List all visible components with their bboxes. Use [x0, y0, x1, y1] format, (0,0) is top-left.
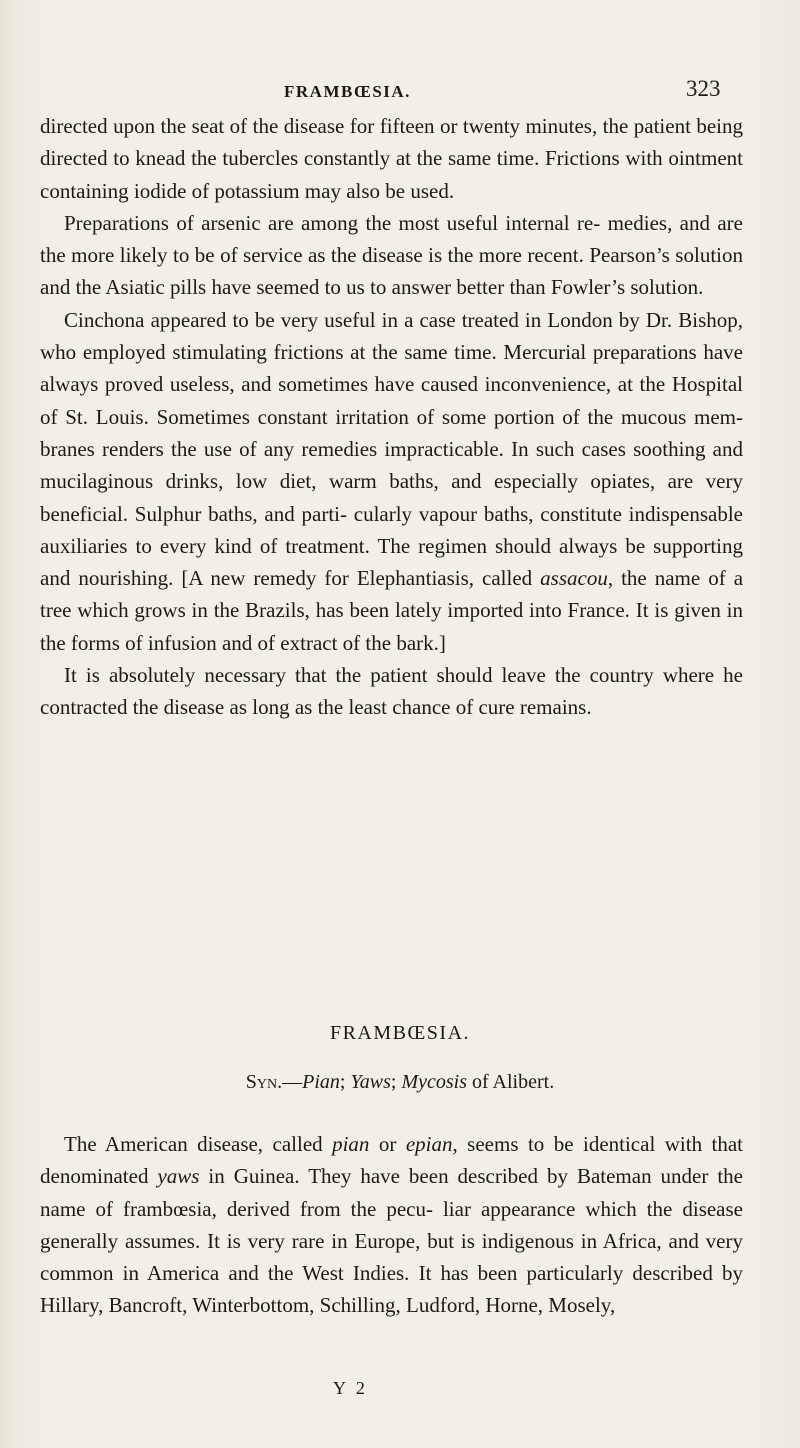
term-epian: epian — [405, 1132, 453, 1156]
bracket-note-italic: assacou — [540, 566, 608, 591]
synonym-label: Syn. — [245, 1071, 283, 1093]
page-number: 323 — [686, 76, 721, 101]
paragraph-country: It is absolutely necessary that the patient should leave the country where he contracted the disease as long as the least chance of cure remains. — [40, 663, 743, 720]
bracket-note-after: , the name of a tree which grows in the Brazils, has been lately imported into France. It is given in the forms of infusion and of extract of the bark.] — [40, 566, 744, 655]
term-yaws: yaws — [157, 1164, 200, 1189]
signature-mark: Y 2 — [333, 1378, 368, 1398]
synonym-separator-2: ; — [390, 1071, 402, 1093]
paragraph-american-disease — [40, 1128, 743, 1322]
synonym-mycosis: Mycosis — [401, 1071, 467, 1093]
paragraph-cinchona-text: Cinchona appeared to be very useful in a case treated in London by Dr. Bishop, who employed stimulating frictions at the same time. Mercurial preparations have always proved useless, and sometimes have caused inconvenience, at the Hospital of St. Louis. Sometimes constant irritation of some portion of the mucous mem- branes renders the use of any remedies impracticable. In such cases soothing and mucilaginous drinks, low diet, warm baths, and especially opiates, are very beneficial. Sulphur baths, and parti- cularly vapour baths, constitute indispensable auxiliaries to every kind of treatment. The regimen should always be supporting and nourishing. — [40, 307, 743, 591]
text-part-4: in Guinea. They have been described by Bateman under the name of frambœsia, derived from the pecu- liar appearance which the disease generally assumes. It is very rare in Europe, but is indigenous in Africa, and very common in America and the West Indies. It has been particularly described by Hillary, Bancroft, Winterbottom, Schilling, Ludford, Horne, Mosely, — [40, 1164, 743, 1318]
bracket-note-before: [A new remedy for Elephantiasis, called — [181, 566, 541, 591]
frambœsia-text — [40, 1128, 743, 1322]
section-title: FRAMBŒSIA. — [329, 1022, 471, 1044]
text-part-2: or — [369, 1132, 406, 1156]
synonym-pian: Pian — [302, 1071, 340, 1093]
text-part-1: The American disease, called — [64, 1132, 333, 1156]
synonym-dash: — — [282, 1071, 303, 1093]
treatment-text — [40, 110, 743, 724]
synonym-yaws: Yaws — [350, 1071, 391, 1093]
running-head: FRAMBŒSIA. — [284, 82, 411, 101]
paragraph-cinchona — [40, 304, 743, 659]
synonym-line — [0, 1071, 800, 1094]
paragraph-arsenic: Preparations of arsenic are among the most useful internal re- medies, and are the more likely to be of service as the disease is the more recent. Pearson’s solution and the Asiatic pills have seemed to us to answer better than Fowler’s solution. — [40, 210, 743, 300]
term-pian: pian — [332, 1132, 370, 1156]
synonym-separator-1: ; — [339, 1071, 351, 1093]
text-part-3: , seems to be identical with that denominated — [40, 1132, 743, 1189]
paragraph-continuation: directed upon the seat of the disease for fifteen or twenty minutes, the patient being directed to knead the tubercles constantly at the same time. Frictions with ointment containing iodide of potassium may also be used. — [40, 114, 743, 203]
synonym-attribution: of Alibert. — [467, 1071, 555, 1093]
